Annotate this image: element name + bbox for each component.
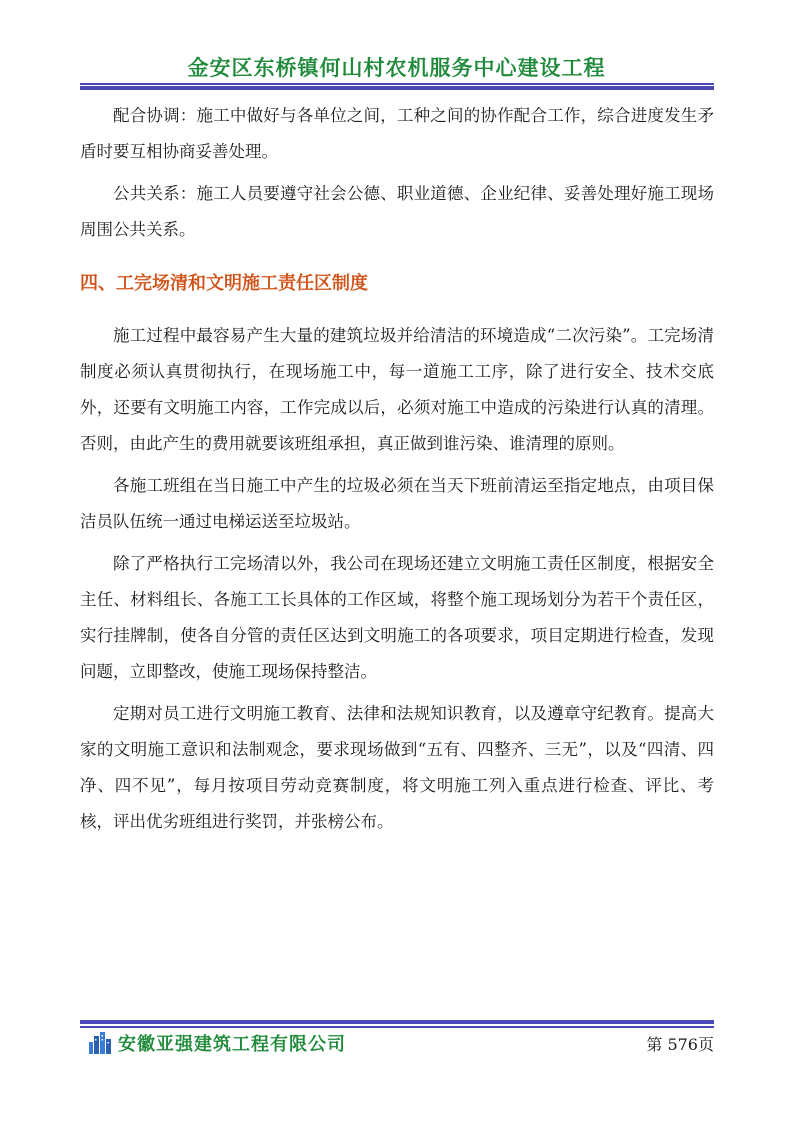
document-body — [80, 98, 714, 840]
footer-company — [88, 1030, 346, 1056]
page-number: 第 576页 — [646, 1035, 714, 1054]
paragraph-public-relations: 公共关系：施工人员要遵守社会公德、职业道德、企业纪律、妥善处理好施工现场周围公共关系。 — [80, 184, 714, 239]
paragraph-education: 定期对员工进行文明施工教育、法律和法规知识教育，以及遵章守纪教育。提高大家的文明施工意识和法制观念，要求现场做到“五有、四整齐、三无”，以及“四清、四净、四不见”，每月按项目劳动竞赛制度，将文明施工列入重点进行检查、评比、考核，评出优劣班组进行奖罚，并张榜公布。 — [80, 704, 714, 831]
section-heading: 四、工完场清和文明施工责任区制度 — [80, 273, 368, 294]
paragraph-coordination: 配合协调：施工中做好与各单位之间，工种之间的协作配合工作，综合进度发生矛盾时要互相协商妥善处理。 — [80, 106, 714, 161]
company-name: 安徽亚强建筑工程有限公司 — [118, 1034, 346, 1055]
document-header-title: 金安区东桥镇何山村农机服务中心建设工程 — [187, 55, 606, 80]
footer-rule-thick — [80, 1020, 714, 1024]
footer-rule-thin — [80, 1026, 714, 1028]
paragraph-waste-removal: 各施工班组在当日施工中产生的垃圾必须在当天下班前清运至指定地点，由项目保洁员队伍统一通过电梯运送至垃圾站。 — [80, 476, 714, 531]
building-logo-icon — [88, 1032, 112, 1054]
paragraph-responsibility-zones: 除了严格执行工完场清以外，我公司在现场还建立文明施工责任区制度，根据安全主任、材料组长、各施工工长具体的工作区域，将整个施工现场划分为若干个责任区，实行挂牌制，使各自分管的责任区达到文明施工的各项要求，项目定期进行检查，发现问题，立即整改，使施工现场保持整洁。 — [80, 554, 714, 681]
header-rule-thin — [80, 83, 714, 85]
header-rule-thick — [80, 86, 714, 90]
paragraph-cleanup-rule: 施工过程中最容易产生大量的建筑垃圾并给清洁的环境造成“二次污染”。工完场清制度必须认真贯彻执行，在现场施工中，每一道施工工序，除了进行安全、技术交底外，还要有文明施工内容，工作完成以后，必须对施工中造成的污染进行认真的清理。否则，由此产生的费用就要该班组承担，真正做到谁污染、谁清理的原则。 — [80, 326, 714, 453]
